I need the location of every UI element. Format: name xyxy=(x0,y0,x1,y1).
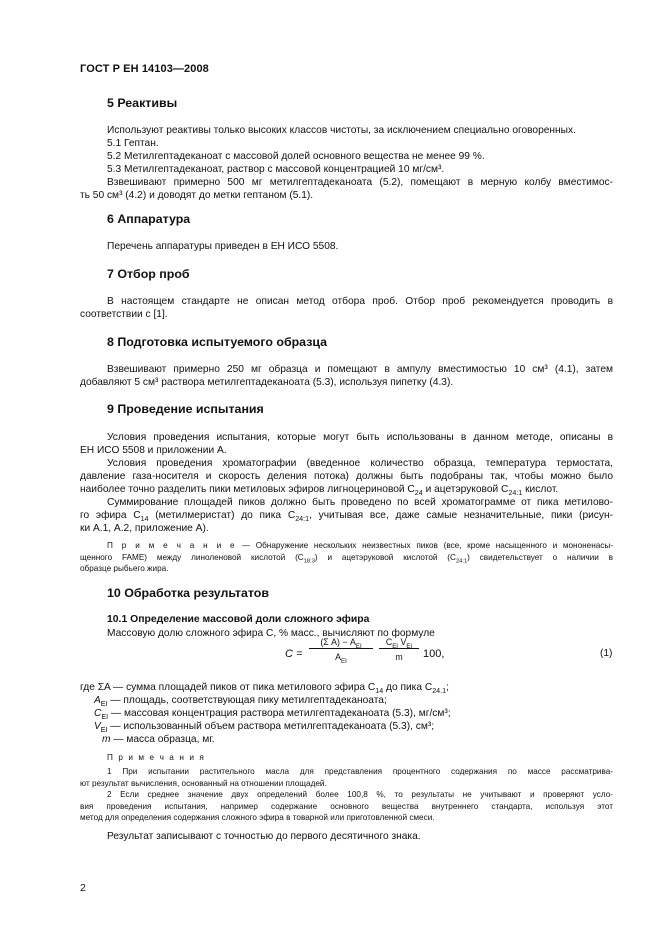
formula-fraction-1: (Σ $A) - A_{EI}$ $A_{EI}$ xyxy=(309,637,373,662)
note-2 xyxy=(80,789,613,824)
section-10-title: 10 Обработка результатов xyxy=(107,586,269,600)
s7-paragraph xyxy=(80,295,613,321)
s9-paragraph-1 xyxy=(80,431,613,457)
s5-item-3: 5.3 Метилгептадеканоат, раствор с массовой концентрацией 10 мг/см³. xyxy=(107,164,445,175)
s10-1-title: 10.1 Определение массовой доли сложного эфира xyxy=(107,614,370,625)
section-9-title: 9 Проведение испытания xyxy=(107,402,264,416)
formula-fraction-2: $C_{EI}$ $V_{EI}$ m xyxy=(379,637,419,662)
s9-paragraph-2 xyxy=(80,457,613,496)
note-1-line-1: 1 При испытании растительного масла для представления процентного содержания по массе рассматрива- xyxy=(107,767,613,776)
s9-note xyxy=(80,540,613,575)
s9-p3-line-1: Суммирование площадей пиков должно быть проведено по всей хроматограмме от пика метилово- xyxy=(107,497,613,508)
formula-lhs: C = xyxy=(285,648,303,660)
definition-v-ei: $V_{EI}$ — использованный объем раствора метилгептадеканоата (5.3), см³; xyxy=(94,721,435,735)
s9-p2-line-1: Условия проведения хроматографии (введенное количество образца, температура термостата, xyxy=(107,458,613,469)
s9-paragraph-3 xyxy=(80,496,613,535)
s9-p1-line-2: ЕН ИСО 5508 и приложении А. xyxy=(80,445,227,456)
definition-c-ei: $C_{EI}$ — массовая концентрация раствора метилгептадеканоата (5.3), мг/см³; xyxy=(94,708,451,722)
definition-a-ei: $A_{EI}$ — площадь, соответствующая пику метилгептадеканоата; xyxy=(94,695,387,709)
notes-label: П р и м е ч а н и я xyxy=(107,753,206,762)
s5-item-1: 5.1 Гептан. xyxy=(107,138,159,149)
s8-paragraph xyxy=(80,363,613,389)
formula-tail: 100, xyxy=(423,648,445,660)
note-2-line-1: 2 Если среднее значение двух определений более 100,8 %, то результаты не учитывают и проверяют усло- xyxy=(107,790,613,799)
section-8-title: 8 Подготовка испытуемого образца xyxy=(107,335,328,349)
standard-header: ГОСТ Р ЕН 14103—2008 xyxy=(80,63,209,75)
s5-item-2: 5.2 Метилгептадеканоат с массовой долей основного вещества не менее 99 %. xyxy=(107,151,485,162)
formula-number: (1) xyxy=(600,648,613,659)
s5-item-4 xyxy=(80,176,613,202)
definition-sum: где ΣA — сумма площадей пиков от пика метилового эфира $C_{14}$ до пика $C_{24.1}$; xyxy=(80,682,449,696)
note-label: П р и м е ч а н и е xyxy=(107,541,237,550)
section-6-title: 6 Аппаратура xyxy=(107,212,191,226)
s9-p1-line-1: Условия проведения испытания, которые могут быть использованы в данном методе, описаны в xyxy=(107,432,613,443)
s8-line-2: добавляют 5 см³ раствора метилгептадеканоата (5.3), используя пипетку (4.3). xyxy=(80,377,454,388)
s10-intro: Массовую долю сложного эфира C, % масс., вычисляют по формуле xyxy=(107,628,435,639)
s9-p3-line-2: го эфира $C_{14}$ (метилмеристат) до пика $C_{24:1}$, учитывая все, даже самые незначительные, пики (рисун- xyxy=(80,510,614,524)
section-7-title: 7 Отбор проб xyxy=(107,267,190,281)
definition-m: m — масса образца, мг. xyxy=(102,734,215,745)
note-1-line-2: ют результат вычисления, основанный на отношении площадей. xyxy=(80,778,327,788)
note-2-line-2: вия проведения испытания, например содержание основного вещества внутреннего стандарта, используя этот xyxy=(80,801,613,811)
page-number: 2 xyxy=(80,882,86,894)
s5-paragraph: Используют реактивы только высоких классов чистоты, за исключением специально оговоренных. xyxy=(107,125,576,136)
s9-p3-line-3: ки А.1, А.2, приложение А). xyxy=(80,523,209,534)
s9-note-line-3: образце рыбьего жира. xyxy=(80,564,169,573)
s9-p2-line-2: давление газа-носителя и скорость деления потока) должны быть подобраны так, чтобы можно было xyxy=(80,471,613,482)
final-sentence: Результат записывают с точностью до первого десятичного знака. xyxy=(107,831,421,842)
s7-line-1: В настоящем стандарте не описан метод отбора проб. Отбор проб рекомендуется проводить в xyxy=(107,296,613,307)
s8-line-1: Взвешивают примерно 250 мг образца и помещают в ампулу вместимостью 10 см³ (4.1), затем xyxy=(107,364,613,375)
s5-item-4-line-1: Взвешивают примерно 500 мг метилгептадеканоата (5.2), помещают в мерную колбу вместимос- xyxy=(107,177,613,188)
s9-note-line-1: П р и м е ч а н и е — Обнаружение нескольких неизвестных пиков (все, кроме насыщенного и мононенасы- xyxy=(107,541,613,550)
s9-p2-line-3: наиболее точно разделить пики метиловых эфиров лигноцериновой $C_{24}$ и ацетэруковой $C_{24:1}$ кислот. xyxy=(80,484,559,498)
s5-item-4-line-2: ть 50 см³ (4.2) и доводят до метки гептаном (5.1). xyxy=(80,190,314,201)
note-1 xyxy=(80,766,613,789)
s9-note-line-2: щенного FAME) между линоленовой кислотой $(C_{18:3})$ и ацетэруковой кислотой $(C_{24:1})$ свидетельствует о наличии в xyxy=(80,552,614,565)
s7-line-2: соответствии с [1]. xyxy=(80,309,168,320)
section-5-title: 5 Реактивы xyxy=(107,96,178,110)
note-2-line-3: метод для определения содержания сложного эфира в товарной или приготовленной смеси. xyxy=(80,813,435,822)
s6-paragraph: Перечень аппаратуры приведен в ЕН ИСО 5508. xyxy=(107,241,339,252)
